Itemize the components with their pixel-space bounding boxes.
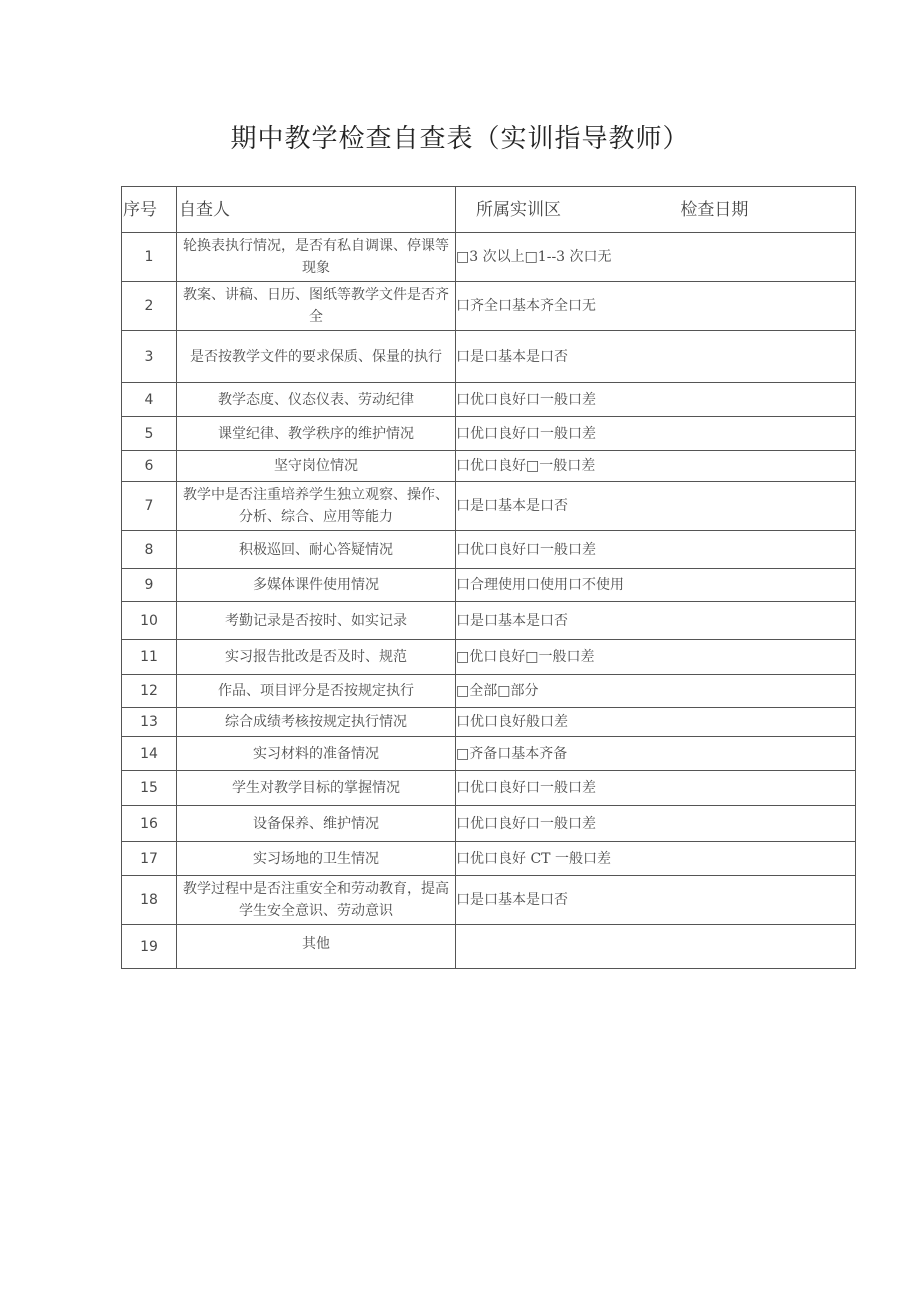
row-options[interactable]: 口优口良好□一般口差 (456, 451, 856, 482)
row-no: 8 (122, 531, 177, 569)
row-item: 学生对教学目标的掌握情况 (177, 771, 456, 806)
table-row (122, 417, 856, 451)
row-no: 11 (122, 640, 177, 675)
table-row (122, 708, 856, 737)
table-row (122, 569, 856, 602)
row-no: 18 (122, 876, 177, 925)
row-no: 1 (122, 233, 177, 282)
row-options[interactable]: 口是口基本是口否 (456, 876, 856, 925)
row-item: 轮换表执行情况，是否有私自调课、停课等现象 (177, 233, 456, 282)
row-options[interactable] (456, 925, 856, 969)
row-no: 2 (122, 282, 177, 331)
row-no: 12 (122, 675, 177, 708)
row-item: 其他 (177, 925, 456, 969)
row-options[interactable]: 口优口良好口一般口差 (456, 806, 856, 842)
table-row (122, 640, 856, 675)
row-item: 考勤记录是否按时、如实记录 (177, 602, 456, 640)
row-no: 17 (122, 842, 177, 876)
table-row (122, 737, 856, 771)
table-row (122, 383, 856, 417)
table-row (122, 925, 856, 969)
row-no: 9 (122, 569, 177, 602)
table-row (122, 531, 856, 569)
row-item: 是否按教学文件的要求保质、保量的执行 (177, 331, 456, 383)
table-row (122, 482, 856, 531)
table-row (122, 806, 856, 842)
header-region: 所属实训区 (476, 199, 561, 220)
row-no: 15 (122, 771, 177, 806)
table-header-row (122, 187, 856, 233)
header-no: 序号 (122, 187, 177, 233)
header-region-date (456, 187, 856, 233)
table-row (122, 842, 856, 876)
row-no: 4 (122, 383, 177, 417)
row-options[interactable]: □3 次以上□1--3 次口无 (456, 233, 856, 282)
row-options[interactable]: 口合理使用口使用口不使用 (456, 569, 856, 602)
row-no: 16 (122, 806, 177, 842)
row-options[interactable]: □优口良好□一般口差 (456, 640, 856, 675)
row-item: 设备保养、维护情况 (177, 806, 456, 842)
table-row (122, 771, 856, 806)
row-no: 19 (122, 925, 177, 969)
row-item: 课堂纪律、教学秩序的维护情况 (177, 417, 456, 451)
row-item: 综合成绩考核按规定执行情况 (177, 708, 456, 737)
row-options[interactable]: 口优口良好口一般口差 (456, 383, 856, 417)
row-item: 教学态度、仪态仪表、劳动纪律 (177, 383, 456, 417)
row-options[interactable]: 口齐全口基本齐全口无 (456, 282, 856, 331)
page-title: 期中教学检查自查表（实训指导教师） (230, 124, 690, 154)
row-item: 教学中是否注重培养学生独立观察、操作、分析、综合、应用等能力 (177, 482, 456, 531)
header-date: 检查日期 (680, 199, 749, 220)
row-options[interactable]: 口优口良好 CT 一般口差 (456, 842, 856, 876)
row-item: 作品、项目评分是否按规定执行 (177, 675, 456, 708)
row-item: 实习材料的准备情况 (177, 737, 456, 771)
self-check-table (121, 186, 856, 969)
row-options[interactable]: □全部□部分 (456, 675, 856, 708)
row-options[interactable]: 口优口良好口一般口差 (456, 531, 856, 569)
row-options[interactable]: 口优口良好般口差 (456, 708, 856, 737)
row-no: 14 (122, 737, 177, 771)
row-item: 实习报告批改是否及时、规范 (177, 640, 456, 675)
row-item: 多媒体课件使用情况 (177, 569, 456, 602)
row-no: 6 (122, 451, 177, 482)
row-no: 7 (122, 482, 177, 531)
table-row (122, 876, 856, 925)
row-item: 教学过程中是否注重安全和劳动教育，提高学生安全意识、劳动意识 (177, 876, 456, 925)
table-row (122, 451, 856, 482)
row-no: 5 (122, 417, 177, 451)
row-item: 教案、讲稿、日历、图纸等教学文件是否齐全 (177, 282, 456, 331)
table-row (122, 331, 856, 383)
row-options[interactable]: □齐备口基本齐备 (456, 737, 856, 771)
row-item: 坚守岗位情况 (177, 451, 456, 482)
table-row (122, 675, 856, 708)
row-no: 10 (122, 602, 177, 640)
row-item: 实习场地的卫生情况 (177, 842, 456, 876)
table-row (122, 282, 856, 331)
row-options[interactable]: 口是口基本是口否 (456, 602, 856, 640)
row-item: 积极巡回、耐心答疑情况 (177, 531, 456, 569)
header-self-checker: 自查人 (177, 187, 456, 233)
table-row (122, 233, 856, 282)
row-options[interactable]: 口优口良好口一般口差 (456, 417, 856, 451)
row-no: 3 (122, 331, 177, 383)
row-options[interactable]: 口优口良好口一般口差 (456, 771, 856, 806)
table-row (122, 602, 856, 640)
row-options[interactable]: 口是口基本是口否 (456, 482, 856, 531)
row-options[interactable]: 口是口基本是口否 (456, 331, 856, 383)
row-no: 13 (122, 708, 177, 737)
